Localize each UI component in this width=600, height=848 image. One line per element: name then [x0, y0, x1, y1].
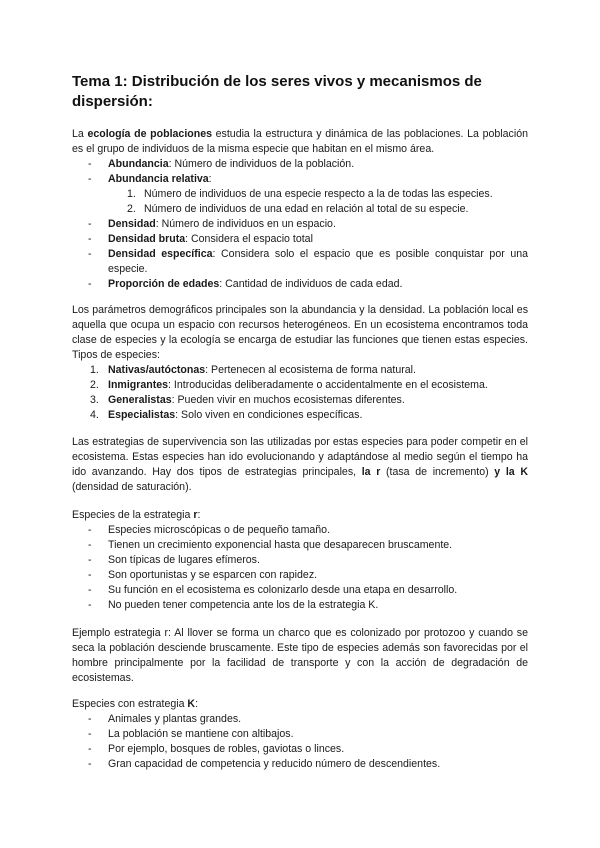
intro-paragraph: La ecología de poblaciones estudia la estructura y dinámica de las poblaciones. La población es el grupo de individuos de la misma especie que habitan en el mismo área. [72, 128, 528, 155]
list-item: - Por ejemplo, bosques de robles, gaviotas o linces. [88, 743, 345, 755]
list-item: - Tienen un crecimiento exponencial hasta que desaparecen bruscamente. [88, 539, 453, 551]
list-item: - Densidad: Número de individuos en un espacio. [88, 218, 336, 230]
definitions-list [72, 157, 528, 292]
r-strategy-heading: Especies de la estrategia r: [72, 509, 201, 521]
r-example-paragraph: Ejemplo estrategia r: Al llover se forma un charco que es colonizado por protozoo y cuando se seca la población desciende bruscamente. Este tipo de especies además son favorecidas por el hombre principalmente por la facilidad de transporte y con la acción de degradación de ecosistemas. [72, 627, 528, 684]
list-item: - Gran capacidad de competencia y reducido número de descendientes. [88, 758, 441, 770]
list-item: - Son típicas de lugares efímeros. [88, 554, 260, 566]
r-strategy-list [72, 523, 528, 613]
list-item: - Especies microscópicas o de pequeño tamaño. [88, 524, 331, 536]
k-strategy-heading: Especies con estrategia K: [72, 698, 199, 710]
list-item: 1. Nativas/autóctonas: Pertenecen al ecosistema de forma natural. [90, 364, 416, 376]
list-item: 1. Número de individuos de una especie respecto a la de todas las especies. [127, 188, 493, 200]
page-title: Tema 1: Distribución de los seres vivos y mecanismos de dispersión: [72, 73, 482, 110]
k-strategy-list [72, 712, 528, 772]
list-item: - Densidad específica: Considera solo el espacio que es posible conquistar por una especie. [88, 248, 528, 275]
term-ecologia: ecología de poblaciones [87, 128, 212, 140]
list-item: 2. Inmigrantes: Introducidas deliberadamente o accidentalmente en el ecosistema. [90, 379, 488, 391]
list-item: 3. Generalistas: Pueden vivir en muchos ecosistemas diferentes. [90, 394, 405, 406]
demographics-paragraph: Los parámetros demográficos principales son la abundancia y la densidad. La población local es aquella que ocupa un espacio con recursos heterogéneos. En un ecosistema encontramos toda clase de especies y la ecología se encarga de estudiar las funciones que tienen estas especies. Tipos de especies: [72, 304, 528, 361]
species-types-list [72, 363, 528, 423]
list-item: - Son oportunistas y se esparcen con rapidez. [88, 569, 318, 581]
abundancia-sublist [108, 187, 528, 217]
list-item: - No pueden tener competencia ante los de la estrategia K. [88, 599, 379, 611]
list-item: - La población se mantiene con altibajos. [88, 728, 294, 740]
list-item: - Proporción de edades: Cantidad de individuos de cada edad. [88, 278, 403, 290]
strategies-paragraph: Las estrategias de supervivencia son las utilizadas por estas especies para poder competir en el ecosistema. Estas especies han ido evolucionando y adaptándose al medio según el tiempo ha ido avanzando. Hay dos tipos de estrategias principales, la r (tasa de incremento) y la K (densidad de saturación). [72, 436, 529, 493]
list-item: - Densidad bruta: Considera el espacio total [88, 233, 313, 245]
list-item: - Abundancia: Número de individuos de la población. [88, 158, 355, 170]
list-item: 2. Número de individuos de una edad en relación al total de su especie. [127, 203, 469, 215]
list-item: - Su función en el ecosistema es colonizarlo desde una etapa en desarrollo. [88, 584, 458, 596]
list-item: - Abundancia relativa: 1. Número de individuos de una especie respecto a la de todas las especies. 2. Número de individuos de una edad en relación al total de su especie. [72, 172, 528, 217]
list-item: - Animales y plantas grandes. [88, 713, 242, 725]
list-item: 4. Especialistas: Solo viven en condiciones específicas. [90, 409, 363, 421]
